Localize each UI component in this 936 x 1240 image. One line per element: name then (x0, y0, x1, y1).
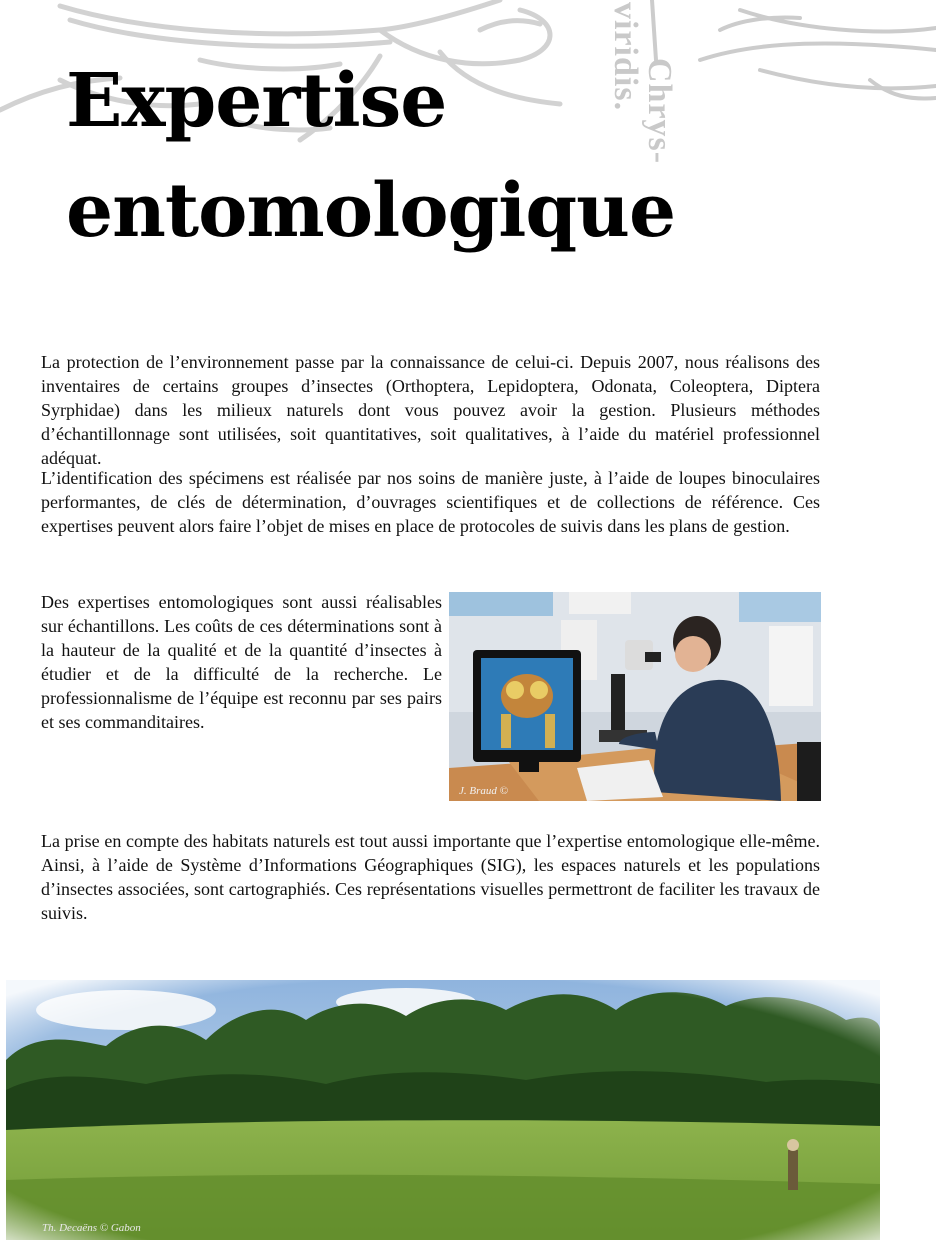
gabon-landscape-photo (6, 980, 880, 1240)
paragraph-identification: L’identification des spécimens est réalisée par nos soins de manière juste, à l’aide de loupes binoculaires performantes, de clés de détermination, d’ouvrages scientifiques et de collections de référence. Ces expertises peuvent alors faire l’objet de mises en place de protocoles de suivis dans les plans de gestion. (41, 468, 820, 536)
latin-text-chrys: Chrys- (641, 58, 678, 165)
page-title-line-1: Expertise (66, 58, 447, 144)
savanna-forest-illustration (6, 980, 880, 1240)
microscope-lab-photo (449, 592, 821, 801)
paragraph-sample-expertise: Des expertises entomologiques sont aussi réalisables sur échantillons. Les coûts de ces déterminations sont à la hauteur de la qualité et de la quantité d’insectes à étudier et de la difficulté de la recherche. Le professionnalisme de l’équipe est reconnu par ses pairs et ses commanditaires. (41, 592, 442, 732)
page-title-line-2: entomologique (66, 168, 676, 254)
lab-photo-credit: J. Braud © (459, 785, 508, 797)
paragraph-inventories: La protection de l’environnement passe par la connaissance de celui-ci. Depuis 2007, nous réalisons des inventaires de certains groupes d’insectes (Orthoptera, Lepidoptera, Odonata, Coleoptera, Diptera Syrphidae) dans les milieux naturels dont vous pouvez avoir la gestion. Plusieurs méthodes d’échantillonnage sont utilisées, soit quantitatives, soit qualitatives, à l’aide du matériel professionnel adéquat. (41, 352, 820, 468)
landscape-photo-credit: Th. Decaëns © Gabon (42, 1222, 141, 1234)
paragraph-habitats-gis: La prise en compte des habitats naturels est tout aussi importante que l’expertise entomologique elle-même. Ainsi, à l’aide de Système d’Informations Géographiques (SIG), les espaces naturels et les populations d’insectes associées, sont cartographiés. Ces représentations visuelles permettront de faciliter les travaux de suivis. (41, 831, 820, 923)
microscope-lab-illustration (449, 592, 821, 801)
latin-text-viridis: viridis. (607, 2, 644, 112)
